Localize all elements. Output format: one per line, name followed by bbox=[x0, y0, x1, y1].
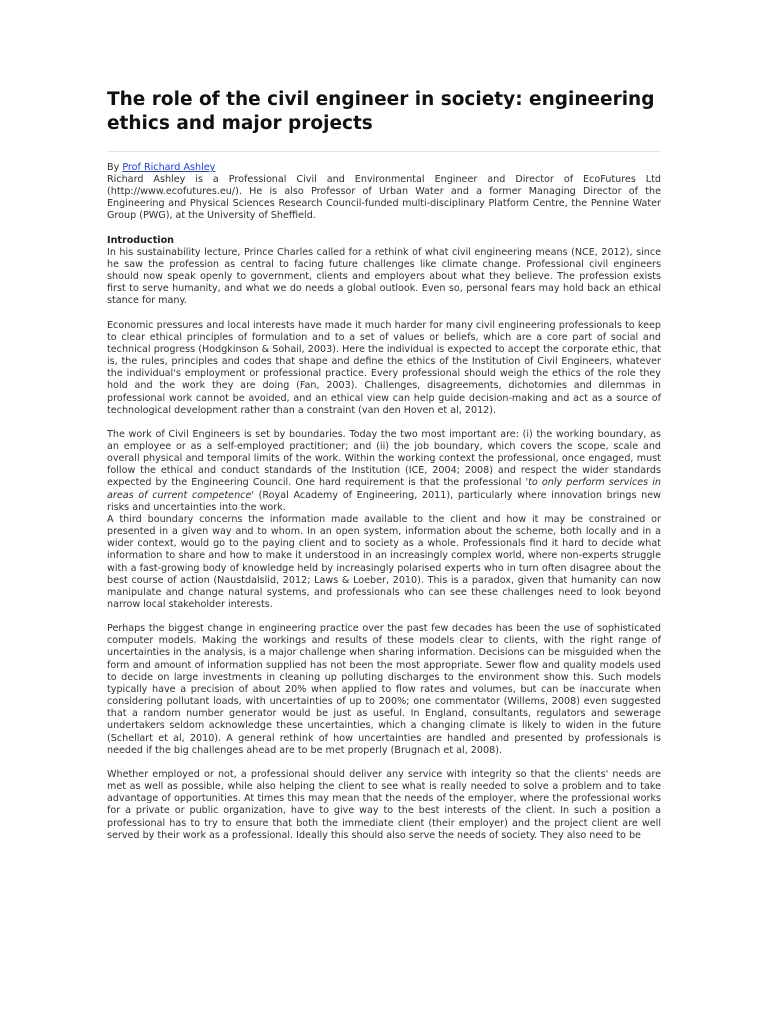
title-divider bbox=[107, 151, 661, 152]
paragraph-professional-service: Whether employed or not, a professional should deliver any service with integrity so that the clients' needs are met as well as possible, while also helping the client to see what is really needed to solve a problem and to take advantage of opportunities. At times this may mean that the needs of the employer, where the professional works for a private or public organization, have to give way to the best interests of the client. In such a position a professional has to try to ensure that both the immediate client (their employer) and the project client are well served by their work as a professional. Ideally this should also serve the needs of society. They also need to be bbox=[107, 768, 661, 841]
paragraph-economic-constraints: Economic pressures and local interests have made it much harder for many civil engineering professionals to keep to clear ethical principles of formulation and to a set of values or beliefs, which are a core part of social and technical progress (Hodgkinson & Sohail, 2003). Here the individual is expected to accept the corporate ethic, that is, the rules, principles and codes that shape and define the ethics of the Institution of Civil Engineers, whatever the individual's employment or professional practice. Every professional should weigh the ethics of the role they hold and the work they are doing (Fan, 2003). Challenges, disagreements, dichotomies and dilemmas in professional work cannot be avoided, and an ethical view can help guide decision-making and act as a source of technological development rather than a constraint (van den Hoven et al, 2012). bbox=[107, 319, 661, 416]
section-heading-introduction: Introduction bbox=[107, 234, 174, 246]
article bbox=[107, 88, 661, 842]
paragraph-computer-models: Perhaps the biggest change in engineering practice over the past few decades has been the use of sophisticated computer models. Making the workings and results of these models clear to clients, with the right range of uncertainties in the analysis, is a major challenge when sharing information. Decisions can be misguided when the form and amount of information supplied has not been the most appropriate. Sewer flow and quality models used to decide on large investments in cleaning up polluting discharges to the environment show this. Such models typically have a precision of about 20% when applied to flow rates and volumes, but can be inaccurate when considering pollutant loads, with uncertainties of up to 200%; one commentator (Willems, 2008) even suggested that a random number generator would be just as useful. In England, consultants, regulators and sewerage undertakers seldom acknowledge these uncertainties, which a changing climate is likely to widen in the future (Schellart et al, 2010). A general rethink of how uncertainties are handled and presented by professionals is needed if the big challenges ahead are to be met properly (Brugnach et al, 2008). bbox=[107, 623, 661, 756]
spacer bbox=[107, 417, 661, 429]
byline bbox=[107, 162, 661, 174]
paragraph-third-boundary: A third boundary concerns the information made available to the client and how it may be constrained or presented in a given way and to whom. In an open system, information about the scheme, both locally and in a wider context, would go to the paying client and to society as a whole. Professionals find it hard to decide what information to share and how to make it understood in an increasingly complex world, where non-experts struggle with a fast-growing body of knowledge held by increasingly polarised experts who in turn often disagree about the best course of action (Naustdalslid, 2012; Laws & Loeber, 2010). This is a paradox, given that humanity can now manipulate and change natural systems, and professionals who can see these challenges need to look beyond narrow local stakeholder interests. bbox=[107, 513, 661, 610]
spacer bbox=[107, 611, 661, 623]
competence-quote: 'to only perform services in areas of current competence' bbox=[107, 477, 662, 501]
author-link[interactable]: Prof Richard Ashley bbox=[122, 162, 216, 173]
paragraph-intro: In his sustainability lecture, Prince Charles called for a rethink of what civil engineering means (NCE, 2012), since he saw the profession as central to facing future challenges like climate change. Professional civil engineers should now speak openly to government, clients and employers about what they believe. The profession exists first to serve humanity, and what we do needs a global outlook. Even so, personal fears may hold back an ethical stance for many. bbox=[107, 246, 661, 307]
spacer bbox=[107, 308, 661, 320]
paragraph-boundaries-text-end: (Royal Academy of Engineering, 2011), particularly where innovation brings new risks and uncertainties into the work. bbox=[107, 489, 662, 513]
paragraph-boundaries bbox=[107, 429, 661, 514]
article-title: The role of the civil engineer in society: engineering ethics and major projects bbox=[107, 89, 655, 134]
paragraph-boundaries-text: The work of Civil Engineers is set by boundaries. Today the two most important are: (i) the working boundary, as an employee or as a self-employed practitioner; and (ii) the job boundary, which covers the scope, scale and overall physical and temporal limits of the work. Within the working context the professional, once engaged, must follow the ethical and conduct standards of the Institution (ICE, 2004; 2008) and respect the wider standards expected by the Engineering Council. One hard requirement is that the professional bbox=[107, 428, 661, 489]
byline-prefix: By bbox=[107, 162, 123, 173]
spacer bbox=[107, 757, 661, 769]
author-bio: Richard Ashley is a Professional Civil and Environmental Engineer and Director of EcoFutures Ltd (http://www.ecofutures.eu/). He is also Professor of Urban Water and a former Managing Director of the Engineering and Physical Sciences Research Council-funded multi-disciplinary Platform Centre, the Pennine Water Group (PWG), at the University of Sheffield. bbox=[107, 174, 661, 222]
spacer bbox=[107, 223, 661, 235]
